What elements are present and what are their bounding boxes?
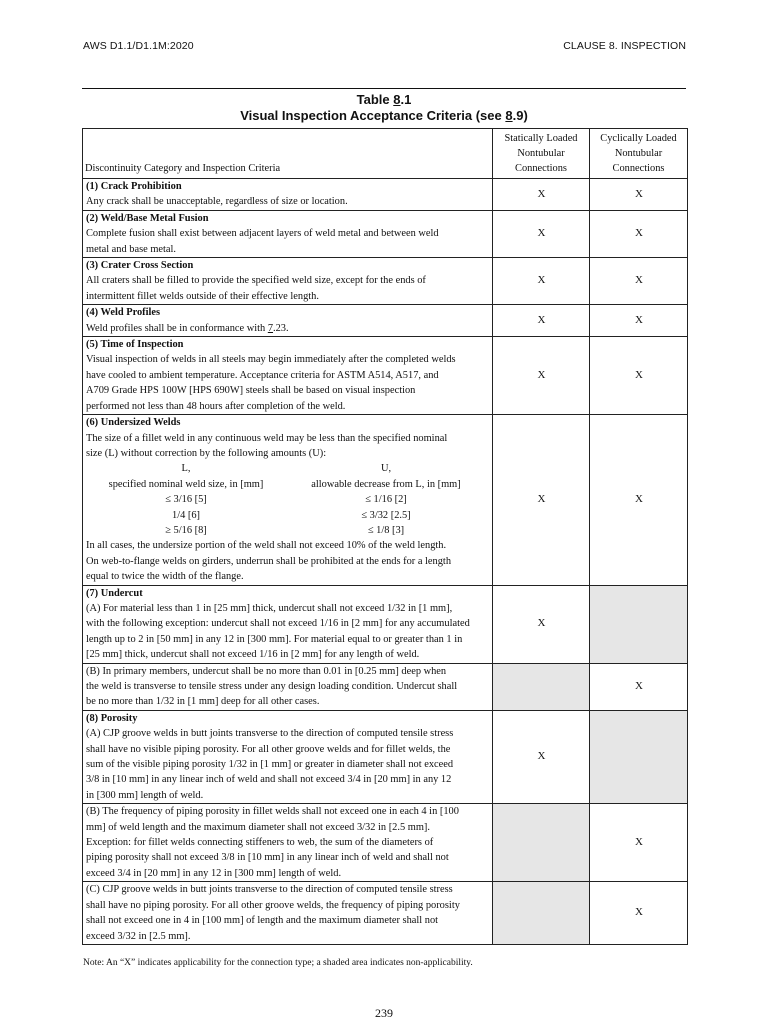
shaded-not-applicable bbox=[590, 710, 688, 803]
clause-ref: 7 bbox=[267, 322, 274, 334]
table-title-ref: 8 bbox=[505, 108, 513, 123]
table-row bbox=[83, 305, 688, 337]
static-mark: X bbox=[493, 305, 590, 337]
table-caption bbox=[82, 92, 686, 124]
cyclic-mark: X bbox=[590, 179, 688, 211]
cyclic-mark: X bbox=[590, 210, 688, 257]
table-row bbox=[83, 179, 688, 211]
criteria-cell: (C) CJP groove welds in butt joints transverse to the direction of computed tensile stress shall have no piping porosity. For all other groove welds, the frequency of piping porosity shall not exceed one in 4 in [100 mm] of length and the maximum diameter shall not exceed 3/32 in [2.5 mm]. bbox=[83, 882, 493, 945]
cyclic-mark: X bbox=[590, 882, 688, 945]
acceptance-criteria-table bbox=[82, 128, 688, 945]
criteria-cell: (6) Undersized Welds The size of a fillet weld in any continuous weld may be less than the specified nominal size (L) without correction by the following amounts (U): L, U, specified nominal weld size, in [mm] allowable decrease from L, in [mm] ≤ 3/16 [5] ≤ 1/16 [2] 1/4 [6] ≤ 3/32 [2.5] ≥ 5/16 [8] ≤ 1/8 [3] In all cases, the undersize portion of the weld shall not exceed 10% of the weld length. On web-to-flange welds on girders, underrun shall be prohibited at the ends for a length equal to twice the width of the flange. bbox=[83, 415, 493, 585]
criteria-cell: (2) Weld/Base Metal Fusion Complete fusion shall exist between adjacent layers of weld metal and between weld metal and base metal. bbox=[83, 210, 493, 257]
table-header-row bbox=[83, 129, 688, 179]
shaded-not-applicable bbox=[493, 663, 590, 710]
static-mark: X bbox=[493, 585, 590, 663]
table-number-link: 8 bbox=[393, 92, 401, 107]
table-row bbox=[83, 585, 688, 663]
running-header-right: CLAUSE 8. INSPECTION bbox=[563, 40, 686, 52]
column-header-category: Discontinuity Category and Inspection Criteria bbox=[83, 129, 493, 179]
criteria-cell: (3) Crater Cross Section All craters shall be filled to provide the specified weld size, except for the ends of intermittent fillet welds outside of their effective length. bbox=[83, 258, 493, 305]
shaded-not-applicable bbox=[493, 804, 590, 882]
column-header-cyclic: Cyclically Loaded Nontubular Connections bbox=[590, 129, 688, 179]
shaded-not-applicable bbox=[590, 585, 688, 663]
running-header-left: AWS D1.1/D1.1M:2020 bbox=[83, 40, 194, 52]
static-mark: X bbox=[493, 710, 590, 803]
cyclic-mark: X bbox=[590, 663, 688, 710]
cyclic-mark: X bbox=[590, 337, 688, 415]
table-row bbox=[83, 710, 688, 803]
cyclic-mark: X bbox=[590, 258, 688, 305]
criteria-cell: (5) Time of Inspection Visual inspection of welds in all steels may begin immediately after the completed welds have cooled to ambient temperature. Acceptance criteria for ASTM A514, A517, and A709 Grade HPS 100W [HPS 690W] steels shall be based on visual inspection performed not less than 48 hours after completion of the weld. bbox=[83, 337, 493, 415]
criteria-cell: (B) The frequency of piping porosity in fillet welds shall not exceed one in each 4 in [100 mm] of weld length and the maximum diameter shall not exceed 3/32 in [2.5 mm]. Exception: for fillet welds connecting stiffeners to web, the sum of the diameters of piping porosity shall not exceed 3/8 in [10 mm] in any linear inch of weld and shall not exceed 3/4 in [20 mm] in any 12 in [300 mm] length of weld. bbox=[83, 804, 493, 882]
static-mark: X bbox=[493, 415, 590, 585]
undersize-allowance-table: L, U, specified nominal weld size, in [mm] allowable decrease from L, in [mm] ≤ 3/16 [5] ≤ 1/16 [2] 1/4 [6] ≤ 3/32 [2.5] ≥ 5/16 [8] ≤ 1/8 [3] bbox=[108, 463, 461, 536]
table-row bbox=[83, 337, 688, 415]
table-row bbox=[83, 663, 688, 710]
criteria-cell: (B) In primary members, undercut shall be no more than 0.01 in [0.25 mm] deep when the weld is transverse to tensile stress under any design loading condition. Undercut shall be no more than 1/32 in [1 mm] deep for all other cases. bbox=[83, 663, 493, 710]
table-row bbox=[83, 804, 688, 882]
page-number: 239 bbox=[375, 1006, 393, 1020]
criteria-cell: (8) Porosity (A) CJP groove welds in butt joints transverse to the direction of computed tensile stress shall have no visible piping porosity. For all other groove welds and for fillet welds, the sum of the visible piping porosity 1/32 in [1 mm] or greater in diameter shall not exceed 3/8 in [10 mm] in any linear inch of weld and shall not exceed 3/4 in [20 mm] in any 12 in [300 mm] length of weld. bbox=[83, 710, 493, 803]
static-mark: X bbox=[493, 337, 590, 415]
static-mark: X bbox=[493, 210, 590, 257]
top-rule bbox=[82, 88, 686, 89]
cyclic-mark: X bbox=[590, 415, 688, 585]
cyclic-mark: X bbox=[590, 804, 688, 882]
criteria-cell: (7) Undercut (A) For material less than 1 in [25 mm] thick, undercut shall not exceed 1/32 in [1 mm], with the following exception: undercut shall not exceed 1/16 in [2 mm] for any accumulated length up to 2 in [50 mm] in any 12 in [300 mm]. For material equal to or greater than 1 in [25 mm] thick, undercut shall not exceed 1/16 in [2 mm] for any length of weld. bbox=[83, 585, 493, 663]
criteria-cell: (1) Crack Prohibition Any crack shall be unacceptable, regardless of size or location. bbox=[83, 179, 493, 211]
table-note: Note: An “X” indicates applicability for the connection type; a shaded area indicates non-applicability. bbox=[83, 958, 473, 968]
table-row bbox=[83, 210, 688, 257]
cyclic-mark: X bbox=[590, 305, 688, 337]
table-row bbox=[83, 258, 688, 305]
table-number: Table 8.1 bbox=[356, 92, 412, 107]
criteria-cell: (4) Weld Profiles Weld profiles shall be in conformance with 7.23. bbox=[83, 305, 493, 337]
table-row bbox=[83, 882, 688, 945]
static-mark: X bbox=[493, 179, 590, 211]
table-title: Visual Inspection Acceptance Criteria (see 8.9) bbox=[240, 108, 528, 123]
static-mark: X bbox=[493, 258, 590, 305]
column-header-static: Statically Loaded Nontubular Connections bbox=[493, 129, 590, 179]
table-row bbox=[83, 415, 688, 585]
shaded-not-applicable bbox=[493, 882, 590, 945]
